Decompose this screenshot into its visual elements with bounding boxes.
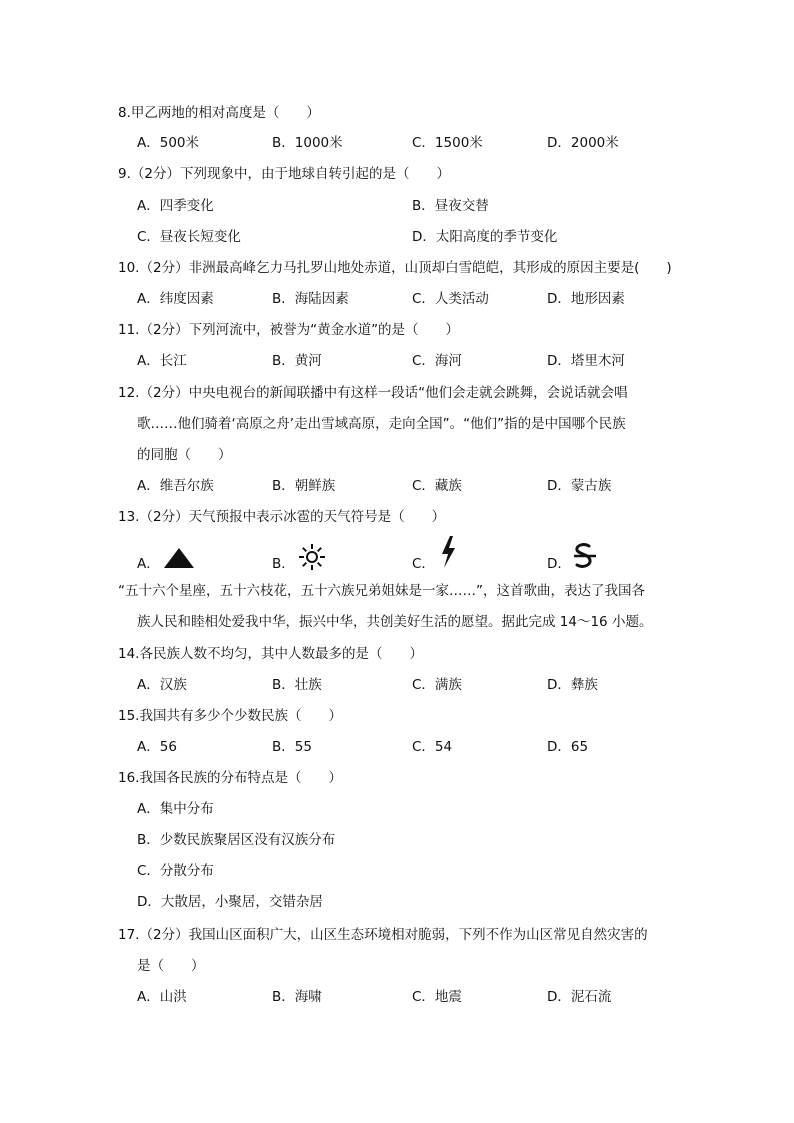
question-12-stem-line-2: 歌……他们骑着‘高原之舟’走出雪域高原，走向全国”。“他们”指的是中国哪个民族	[137, 416, 626, 432]
question-10-option-d: D．地形因素	[547, 291, 625, 307]
sun-icon	[298, 543, 326, 571]
question-16-option-b: B．少数民族聚居区没有汉族分布	[137, 832, 336, 848]
question-9-option-d: D．太阳高度的季节变化	[412, 229, 558, 245]
question-11-option-c: C．海河	[412, 353, 462, 369]
question-13-option-b: B．	[272, 556, 295, 572]
question-10-option-b: B．海陆因素	[272, 291, 349, 307]
question-11-option-a: A．长江	[137, 353, 187, 369]
question-13-stem: 13.（2分）天气预报中表示冰雹的天气符号是（ ）	[118, 509, 446, 525]
question-8-stem: 8.甲乙两地的相对高度是（ ）	[118, 105, 320, 121]
question-10-option-a: A．纬度因素	[137, 291, 214, 307]
question-8-option-b: B．1000米	[272, 135, 343, 151]
question-14-option-d: D．彝族	[547, 677, 598, 693]
question-16-stem: 16.我国各民族的分布特点是（ ）	[118, 770, 342, 786]
question-16-option-c: C．分散分布	[137, 863, 214, 879]
question-15-option-b: B．55	[272, 739, 312, 755]
question-14-stem: 14.各民族人数不均匀，其中人数最多的是（ ）	[118, 646, 423, 662]
question-8-option-a: A．500米	[137, 135, 200, 151]
question-9-option-b: B．昼夜交替	[412, 198, 489, 214]
question-13-option-a: A．	[137, 556, 160, 572]
question-8-option-c: C．1500米	[412, 135, 483, 151]
question-16-option-a: A．集中分布	[137, 801, 214, 817]
question-13-option-d: D．	[547, 556, 571, 572]
question-9-stem: 9.（2分）下列现象中，由于地球自转引起的是（ ）	[118, 166, 450, 182]
question-12-option-b: B．朝鲜族	[272, 478, 336, 494]
question-17-option-a: A．山洪	[137, 989, 187, 1005]
question-15-option-c: C．54	[412, 739, 453, 755]
question-17-option-b: B．海啸	[272, 989, 322, 1005]
question-14-option-a: A．汉族	[137, 677, 187, 693]
passage-line-1: “五十六个星座，五十六枝花，五十六族兄弟姐妹是一家……”，这首歌曲，表达了我国各	[118, 583, 645, 599]
question-12-option-a: A．维吾尔族	[137, 478, 214, 494]
question-11-stem: 11.（2分）下列河流中，被誉为“黄金水道”的是（ ）	[118, 322, 460, 338]
question-8-option-d: D．2000米	[547, 135, 619, 151]
question-17-stem-line-2: 是（ ）	[137, 958, 205, 974]
question-14-option-b: B．壮族	[272, 677, 322, 693]
lightning-icon	[438, 535, 458, 569]
question-15-stem: 15.我国共有多少个少数民族（ ）	[118, 708, 342, 724]
question-16-option-d: D．大散居，小聚居，交错杂居	[137, 894, 323, 910]
question-11-option-d: D．塔里木河	[547, 353, 625, 369]
question-9-option-a: A．四季变化	[137, 198, 214, 214]
question-10-option-c: C．人类活动	[412, 291, 489, 307]
question-14-option-c: C．满族	[412, 677, 462, 693]
question-9-option-c: C．昼夜长短变化	[137, 229, 241, 245]
question-11-option-b: B．黄河	[272, 353, 322, 369]
question-12-option-c: C．藏族	[412, 478, 462, 494]
question-17-stem-line-1: 17.（2分）我国山区面积广大，山区生态环境相对脆弱，下列不作为山区常见自然灾害的	[118, 927, 648, 943]
question-13-option-c: C．	[412, 556, 435, 572]
typhoon-icon	[570, 542, 600, 570]
question-12-option-d: D．蒙古族	[547, 478, 612, 494]
question-17-option-d: D．泥石流	[547, 989, 612, 1005]
question-12-stem-line-1: 12.（2分）中央电视台的新闻联播中有这样一段话“他们会走就会跳舞，会说话就会唱	[118, 385, 628, 401]
question-17-option-c: C．地震	[412, 989, 462, 1005]
question-15-option-a: A．56	[137, 739, 177, 755]
passage-line-2: 族人民和睦相处爱我中华，振兴中华，共创美好生活的愿望。据此完成 14～16 小题。	[137, 614, 653, 630]
question-12-stem-line-3: 的同胞（ ）	[137, 447, 232, 463]
question-15-option-d: D．65	[547, 739, 589, 755]
filled-triangle-icon	[163, 546, 195, 570]
question-10-stem: 10.（2分）非洲最高峰乞力马扎罗山地处赤道，山顶却白雪皑皑，其形成的原因主要是( )	[118, 260, 672, 276]
